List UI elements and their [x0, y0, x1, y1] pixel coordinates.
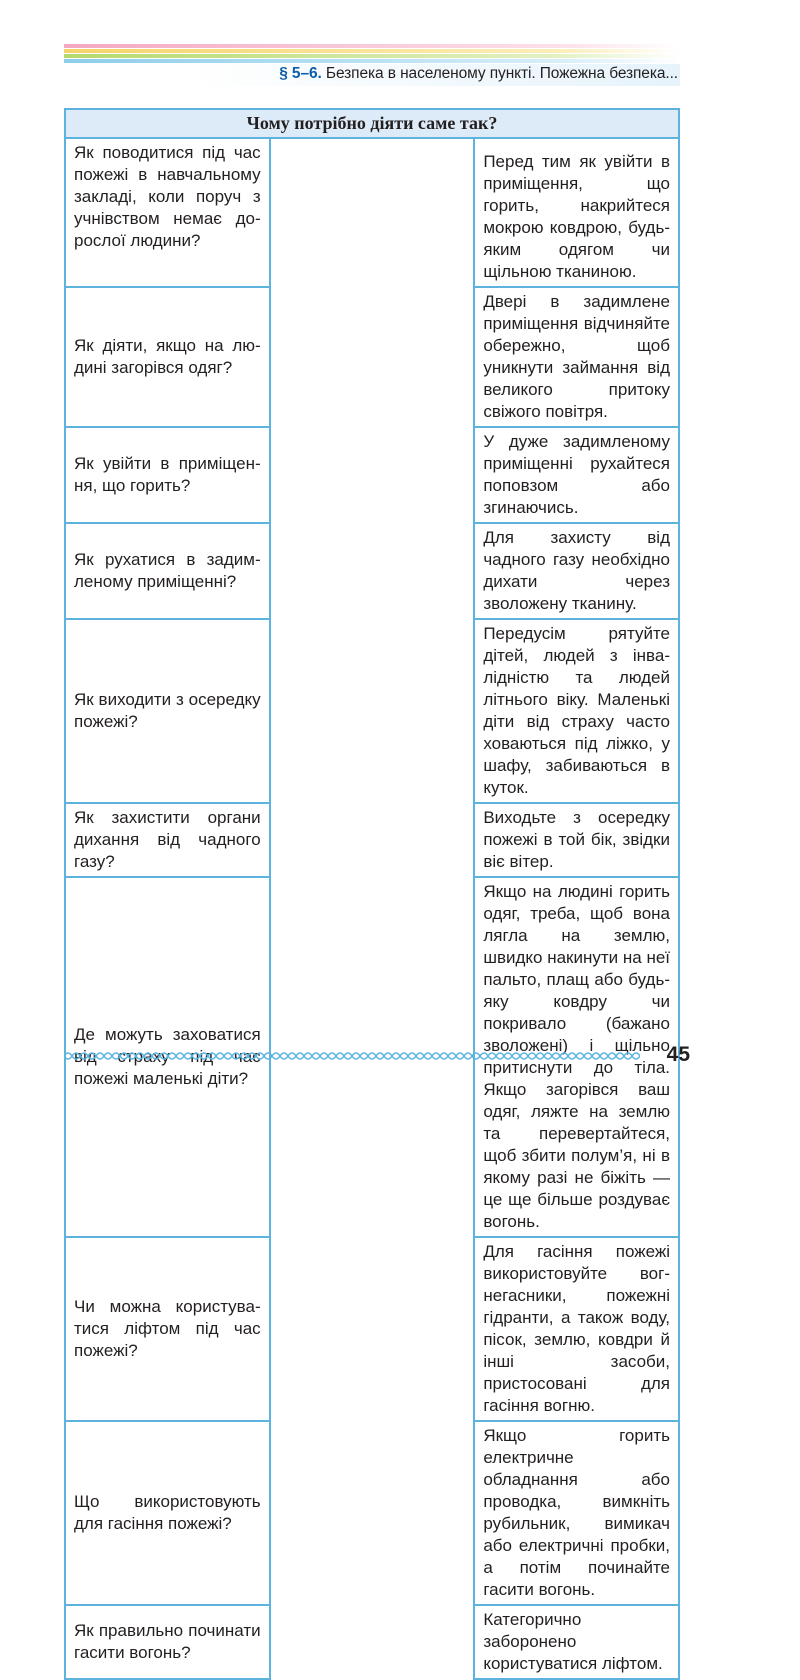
answer-cell: Виходьте з осередку пожежі в той бік, звідки віє вітер.	[474, 803, 679, 877]
answer-cell: Якщо на людині горить одяг, треба, щоб вона лягла на землю, швидко накинути на неї пальто, плащ або будь-яку ковдру чи покривало (бажано зволожені) і щільно притиснути до тіла. Якщо загорівся ваш одяг, ляжте на землю та перевертайтеся, щоб збити полум’я, ні в якому разі не біжіть — це ще більше роздуває вогонь.	[474, 877, 679, 1237]
table-row	[65, 138, 679, 287]
section-title: Безпека в населеному пункті. Пожежна безпека...	[325, 65, 678, 82]
question-cell: Як захистити органи дихання від чадного газу?	[65, 803, 270, 877]
question-cell: Чи можна користуватися ліфтом під час пожежі?	[65, 1237, 270, 1421]
decorative-color-stripes	[64, 44, 680, 64]
table-row	[65, 427, 679, 523]
question-cell: Де можуть заховатися від страху під час пожежі маленькі діти?	[65, 877, 270, 1237]
answer-cell: У дуже задимленому приміщенні рухайтеся поповзом або згинаючись.	[474, 427, 679, 523]
answer-cell: Двері в задимлене приміщення відчиняйте обережно, щоб уникнути займання від великого притоку свіжого повітря.	[474, 287, 679, 427]
column-gap	[270, 803, 475, 877]
answer-cell: Для захисту від чадного газу необхідно дихати через зволожену тканину.	[474, 523, 679, 619]
table-row	[65, 1605, 679, 1679]
column-gap	[270, 138, 475, 287]
section-number: § 5–6.	[279, 65, 322, 82]
answer-cell: Передусім рятуйте дітей, людей з інвалідністю та людей літнього віку. Маленькі діти від страху часто ховаються під ліжко, у шафу, забиваються в куток.	[474, 619, 679, 803]
table-row	[65, 1237, 679, 1421]
table-title-row	[65, 109, 679, 138]
table-row	[65, 1421, 679, 1605]
question-cell: Як виходити з осередку пожежі?	[65, 619, 270, 803]
column-gap	[270, 287, 475, 427]
decorative-wave-border	[64, 1050, 640, 1062]
column-gap	[270, 1237, 475, 1421]
column-gap	[270, 1421, 475, 1605]
question-cell: Як правильно починати гасити вогонь?	[65, 1605, 270, 1679]
table-title: Чому потрібно діяти саме так?	[65, 109, 679, 138]
column-gap	[270, 523, 475, 619]
answer-cell: Категорично заборонено користуватися ліфтом.	[474, 1605, 679, 1679]
table-row	[65, 287, 679, 427]
page-number: 45	[666, 1043, 690, 1066]
column-gap	[270, 619, 475, 803]
question-cell: Як увійти в приміщення, що горить?	[65, 427, 270, 523]
question-cell: Як рухатися в задимленому приміщенні?	[65, 523, 270, 619]
answer-cell: Для гасіння пожежі використовуйте вогнегасники, пожежні гідранти, а також воду, пісок, землю, ковдри й інші засоби, пристосовані для гасіння вогню.	[474, 1237, 679, 1421]
column-gap	[270, 427, 475, 523]
question-cell: Як поводитися під час пожежі в навчальному закладі, коли поруч з учнівством немає дорослої людини?	[65, 138, 270, 287]
table-row	[65, 619, 679, 803]
question-cell: Як діяти, якщо на людині загорівся одяг?	[65, 287, 270, 427]
column-gap	[270, 1605, 475, 1679]
qa-table	[64, 108, 680, 1680]
table-row	[65, 523, 679, 619]
answer-cell: Перед тим як увійти в приміщення, що горить, накрийтеся мокрою ковдрою, будь-яким одягом чи щільною тканиною.	[474, 138, 679, 287]
running-header	[279, 64, 678, 84]
table-row	[65, 803, 679, 877]
question-cell: Що використовують для гасіння пожежі?	[65, 1421, 270, 1605]
answer-cell: Якщо горить електричне обладнання або проводка, вимкніть рубильник, вимикач або електричні пробки, а потім починайте гасити вогонь.	[474, 1421, 679, 1605]
